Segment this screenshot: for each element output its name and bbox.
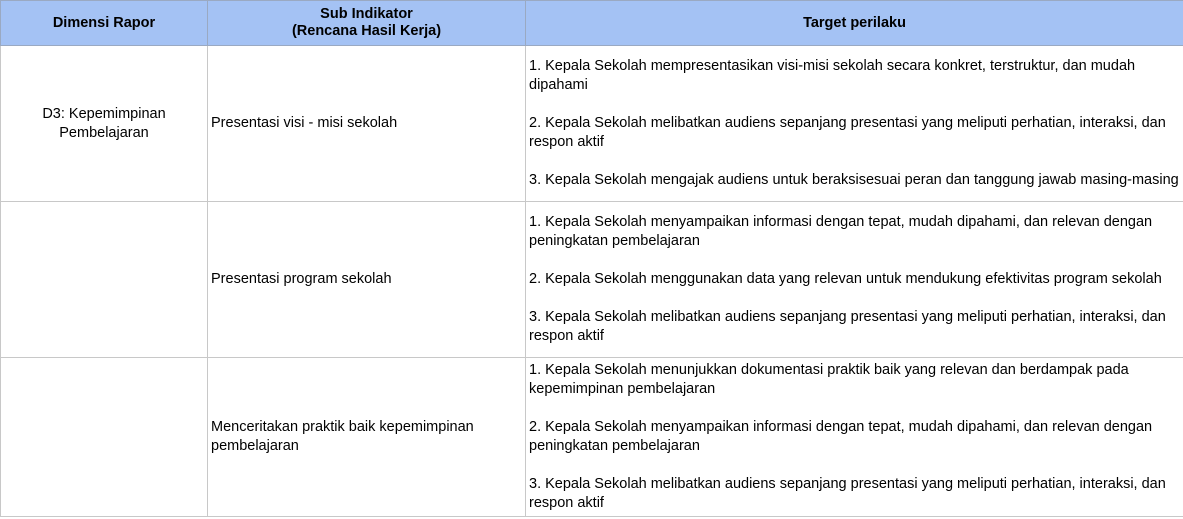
cell-target-perilaku[interactable] — [526, 202, 1183, 358]
cell-sub-indikator[interactable]: Menceritakan praktik baik kepemimpinan pembelajaran — [208, 358, 526, 517]
header-sub-indikator-line2: (Rencana Hasil Kerja) — [291, 23, 442, 39]
target-item: 3. Kepala Sekolah melibatkan audiens sepanjang presentasi yang meliputi perhatian, interaksi, dan respon aktif — [529, 476, 1166, 511]
target-item: 3. Kepala Sekolah mengajak audiens untuk beraksisesuai peran dan tanggung jawab masing-masing — [529, 172, 1179, 188]
header-dimensi-rapor[interactable]: Dimensi Rapor — [1, 1, 208, 46]
table-row — [1, 202, 1183, 358]
cell-dimensi[interactable] — [1, 202, 208, 358]
cell-dimensi[interactable] — [1, 358, 208, 517]
target-item: 1. Kepala Sekolah mempresentasikan visi-misi sekolah secara konkret, terstruktur, dan mudah dipahami — [529, 58, 1136, 93]
cell-target-perilaku[interactable] — [526, 46, 1183, 202]
table-row — [1, 46, 1183, 202]
dimensi-line1: D3: Kepemimpinan — [42, 105, 166, 122]
header-sub-indikator-line1: Sub Indikator — [320, 6, 413, 22]
cell-sub-indikator[interactable]: Presentasi program sekolah — [208, 202, 526, 358]
cell-target-perilaku[interactable] — [526, 358, 1183, 517]
header-row — [1, 1, 1183, 46]
target-item: 2. Kepala Sekolah menyampaikan informasi dengan tepat, mudah dipahami, dan relevan dengan peningkatan pembelajaran — [529, 419, 1153, 454]
target-item: 2. Kepala Sekolah menggunakan data yang relevan untuk mendukung efektivitas program sekolah — [529, 271, 1162, 287]
table-row — [1, 358, 1183, 517]
target-item: 2. Kepala Sekolah melibatkan audiens sepanjang presentasi yang meliputi perhatian, interaksi, dan respon aktif — [529, 115, 1166, 150]
target-item: 3. Kepala Sekolah melibatkan audiens sepanjang presentasi yang meliputi perhatian, interaksi, dan respon aktif — [529, 309, 1166, 344]
cell-dimensi[interactable] — [1, 46, 208, 202]
header-sub-indikator[interactable] — [208, 1, 526, 46]
target-item: 1. Kepala Sekolah menunjukkan dokumentasi praktik baik yang relevan dan berdampak pada kepemimpinan pembelajaran — [529, 362, 1129, 397]
target-item: 1. Kepala Sekolah menyampaikan informasi dengan tepat, mudah dipahami, dan relevan dengan peningkatan pembelajaran — [529, 214, 1153, 249]
dimensi-line2: Pembelajaran — [59, 124, 149, 141]
cell-sub-indikator[interactable]: Presentasi visi - misi sekolah — [208, 46, 526, 202]
header-target-perilaku[interactable]: Target perilaku — [526, 1, 1183, 46]
